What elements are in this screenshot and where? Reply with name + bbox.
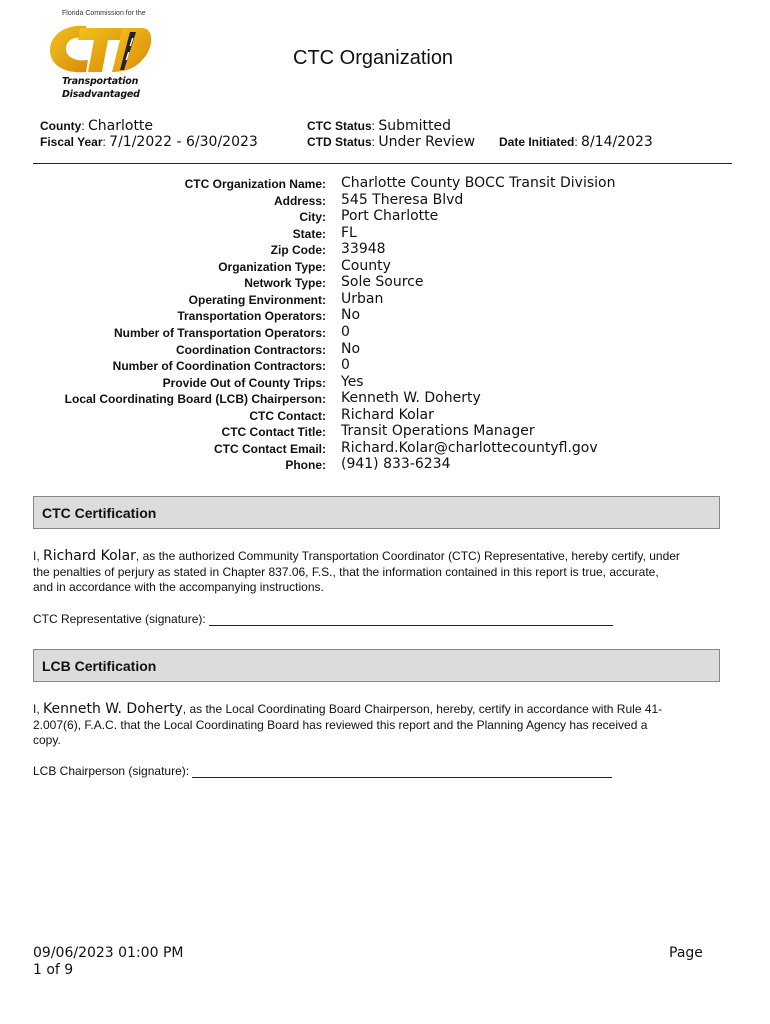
field-row (0, 258, 770, 275)
field-value: Port Charlotte (341, 208, 439, 225)
field-row (0, 374, 770, 391)
field-value: 0 (341, 323, 350, 340)
field-row (0, 357, 770, 374)
field-row (0, 341, 770, 358)
date-initiated-row: Date Initiated: 8/14/2023 (499, 134, 653, 150)
field-label: Number of Transportation Operators: (113, 325, 326, 340)
field-label: CTC Contact Email: (213, 441, 326, 456)
lcb-signature-label: LCB Chairperson (signature): (33, 764, 190, 778)
field-value: (941) 833-6234 (341, 456, 451, 473)
ctc-status-label: CTC Status (307, 119, 372, 133)
field-label: State: (292, 226, 326, 241)
page-title: CTC Organization (293, 47, 454, 69)
lcb-certification-heading: LCB Certification (42, 658, 157, 674)
field-value: No (341, 340, 361, 357)
field-value: County (341, 257, 391, 274)
field-label: Phone: (285, 458, 326, 473)
field-label: CTC Contact: (249, 408, 326, 423)
ctc-signature-row (33, 612, 613, 626)
field-value: Urban (341, 290, 384, 307)
lcb-signature-line[interactable] (192, 765, 612, 778)
logo-line-1: Transportation (62, 76, 139, 87)
ctc-cert-line-3: and in accordance with the accompanying instructions. (33, 580, 324, 594)
field-value: Sole Source (341, 274, 424, 291)
ctc-cert-line-1-rest: , as the authorized Community Transportation Coordinator (CTC) Representative, hereby certify, under (135, 549, 680, 563)
field-label: Zip Code: (270, 243, 326, 258)
field-row (0, 456, 770, 473)
ctc-representative-name: Richard Kolar (43, 548, 136, 564)
county-value: Charlotte (88, 118, 154, 134)
field-label: City: (299, 210, 326, 225)
field-row (0, 241, 770, 258)
header-divider (33, 163, 732, 164)
field-row (0, 390, 770, 407)
field-label: Provide Out of County Trips: (162, 375, 326, 390)
field-label: Address: (273, 193, 326, 208)
footer-timestamp: 09/06/2023 01:00 PM (33, 945, 184, 961)
field-label: Network Type: (244, 276, 326, 291)
field-label: Organization Type: (218, 259, 326, 274)
field-value: Charlotte County BOCC Transit Division (341, 175, 616, 191)
field-value: Richard Kolar (341, 406, 434, 423)
fiscal-year-label: Fiscal Year (40, 135, 103, 149)
ctc-signature-label: CTC Representative (signature): (33, 612, 206, 626)
field-label: CTC Contact Title: (221, 425, 326, 440)
field-row (0, 423, 770, 440)
lcb-cert-prefix: I, (33, 702, 40, 716)
field-row (0, 440, 770, 457)
field-row (0, 192, 770, 209)
lcb-certification-text (33, 702, 723, 749)
ctc-certification-header (33, 496, 720, 529)
footer-page-label: Page (669, 945, 703, 961)
field-row (0, 307, 770, 324)
ctc-cert-line-1 (33, 549, 723, 565)
ctc-cert-line-2: the penalties of perjury as stated in Chapter 837.06, F.S., that the information contained in this report is true, accurate, (33, 564, 659, 579)
lcb-cert-line-2: 2.007(6), F.A.C. that the Local Coordinating Board has reviewed this report and the Planning Agency has received a (33, 717, 648, 732)
county-row: County: Charlotte (40, 118, 154, 134)
field-value: No (341, 307, 361, 324)
lcb-certification-header (33, 649, 720, 682)
field-value: 33948 (341, 241, 386, 258)
field-value: FL (341, 224, 357, 241)
lcb-signature-row (33, 764, 612, 778)
logo-top-text: Florida Commission for the (62, 10, 146, 17)
footer-left (33, 945, 183, 979)
field-value: Kenneth W. Doherty (341, 390, 481, 407)
ctc-cert-prefix: I, (33, 549, 40, 563)
field-value: 0 (341, 357, 350, 374)
field-row (0, 274, 770, 291)
logo-line-2: Disadvantaged (62, 89, 140, 100)
lcb-cert-line-3: copy. (33, 733, 61, 747)
field-label: Coordination Contractors: (176, 342, 326, 357)
ctd-status-row: CTD Status: Under Review (307, 134, 476, 150)
ctc-signature-line[interactable] (209, 613, 613, 626)
field-value: Yes (341, 373, 364, 390)
field-value: 545 Theresa Blvd (341, 191, 464, 208)
field-value: Richard.Kolar@charlottecountyfl.gov (341, 439, 598, 456)
date-initiated-value: 8/14/2023 (581, 134, 653, 150)
fiscal-year-value: 7/1/2022 - 6/30/2023 (109, 134, 258, 150)
ctc-certification-heading: CTC Certification (42, 505, 157, 521)
field-label: Number of Coordination Contractors: (112, 359, 326, 374)
field-row (0, 175, 770, 192)
field-label: Transportation Operators: (177, 309, 326, 324)
field-row (0, 225, 770, 242)
ctd-logo (46, 20, 156, 78)
field-row (0, 208, 770, 225)
footer-page-of: 1 of 9 (33, 962, 74, 978)
ctc-status-value: Submitted (378, 118, 451, 134)
lcb-chairperson-name: Kenneth W. Doherty (43, 701, 183, 717)
ctc-certification-text (33, 549, 723, 596)
fiscal-year-row: Fiscal Year: 7/1/2022 - 6/30/2023 (40, 134, 258, 150)
ctc-status-row: CTC Status: Submitted (307, 118, 451, 134)
field-row (0, 324, 770, 341)
county-label: County (40, 119, 82, 133)
field-label: CTC Organization Name: (184, 177, 326, 191)
field-row (0, 407, 770, 424)
date-initiated-label: Date Initiated (499, 135, 575, 149)
ctd-status-value: Under Review (378, 134, 476, 150)
field-value: Transit Operations Manager (341, 423, 535, 440)
field-label: Operating Environment: (188, 292, 326, 307)
ctd-status-label: CTD Status (307, 135, 372, 149)
field-row (0, 291, 770, 308)
lcb-cert-line-1 (33, 702, 723, 718)
field-label: Local Coordinating Board (LCB) Chairperson: (64, 392, 326, 407)
lcb-cert-line-1-rest: , as the Local Coordinating Board Chairperson, hereby, certify in accordance with Rule 41- (182, 702, 663, 716)
